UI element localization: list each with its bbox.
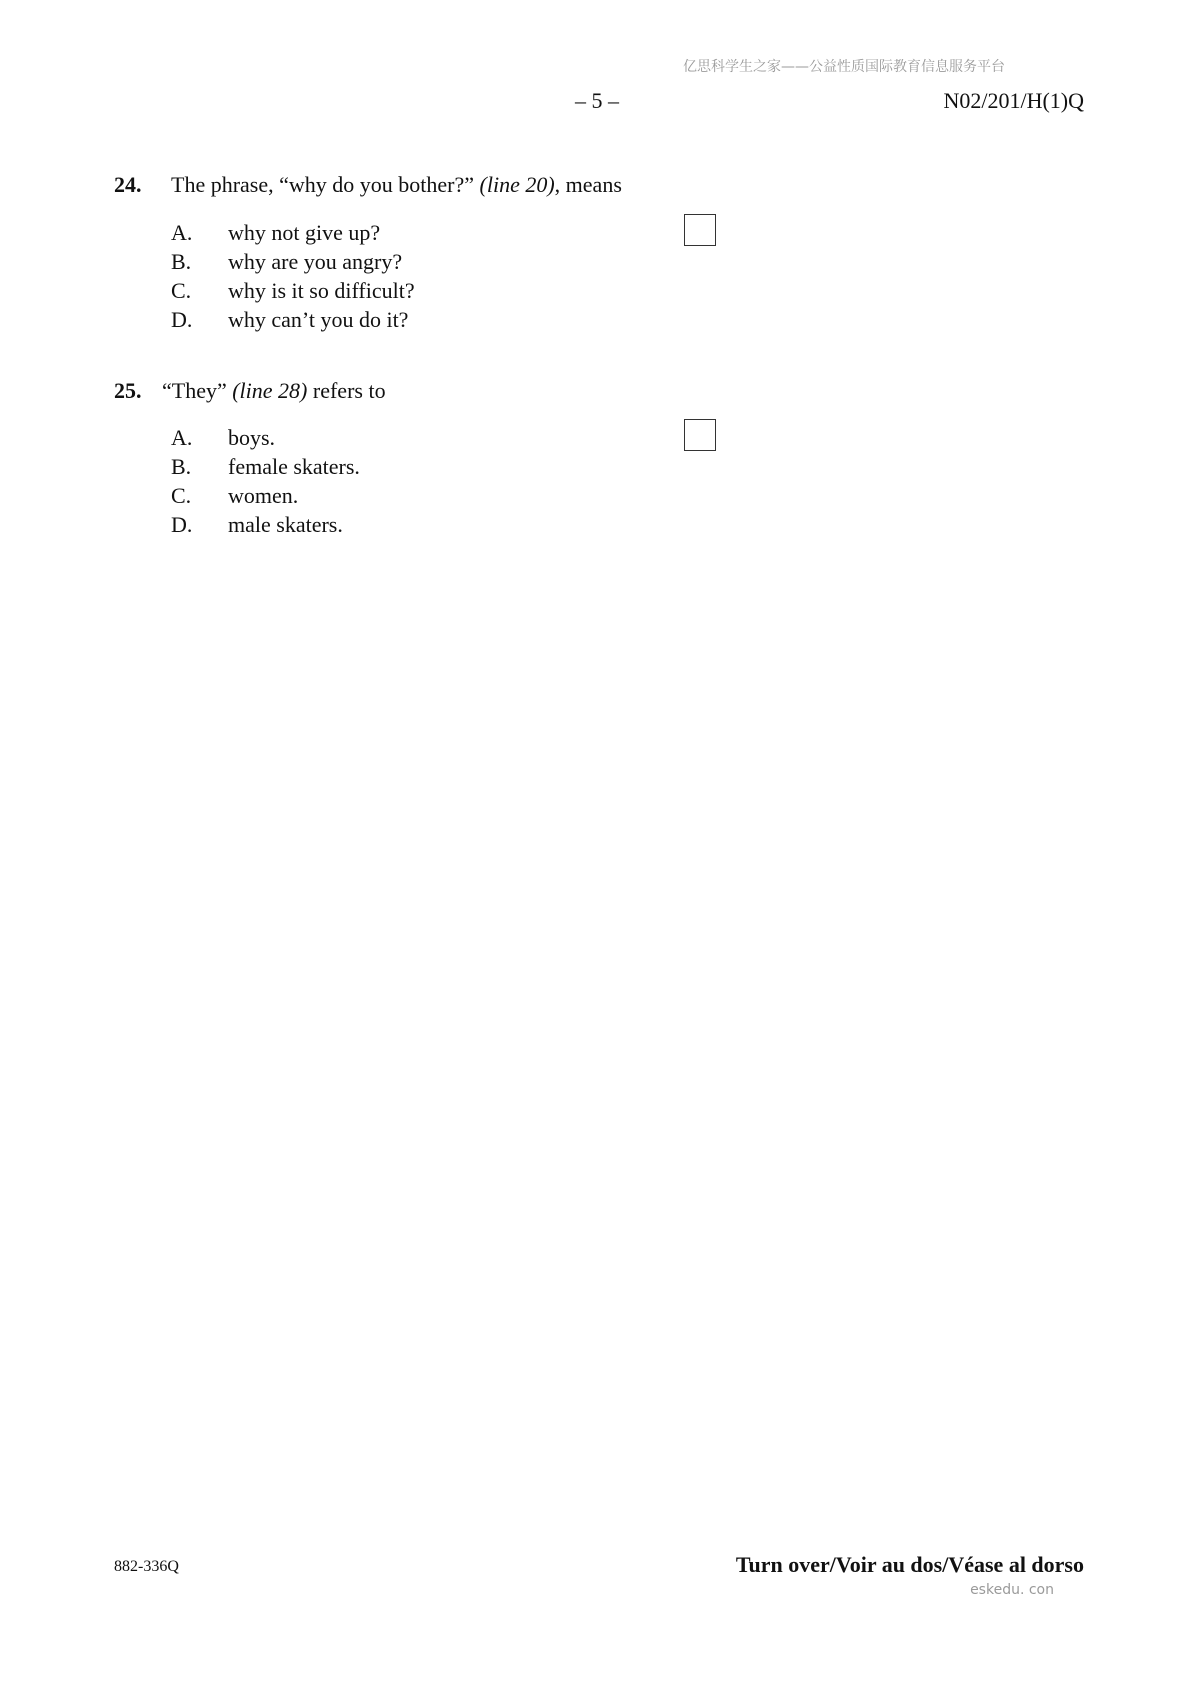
option-letter: B. <box>171 249 192 274</box>
watermark-top: 亿思科学生之家——公益性质国际教育信息服务平台 <box>683 59 1005 75</box>
paper-code: N02/201/H(1)Q <box>943 88 1084 113</box>
question-stem <box>162 378 386 404</box>
option-letter: C. <box>171 278 192 303</box>
option-d <box>171 307 571 333</box>
option-text: female skaters. <box>228 454 360 479</box>
question-number: 24. <box>114 172 142 197</box>
option-c <box>171 278 571 304</box>
option-letter: D. <box>171 307 193 332</box>
line-reference: (line 20) <box>479 172 555 197</box>
option-letter: B. <box>171 454 192 479</box>
option-text: male skaters. <box>228 512 343 537</box>
option-text: why can’t you do it? <box>228 307 409 332</box>
stem-text-end: refers to <box>307 378 386 403</box>
line-reference: (line 28) <box>232 378 308 403</box>
option-letter: A. <box>171 220 193 245</box>
option-letter: D. <box>171 512 193 537</box>
answer-box[interactable] <box>684 419 716 451</box>
question-number: 25. <box>114 378 142 403</box>
option-d <box>171 512 571 538</box>
answer-box[interactable] <box>684 214 716 246</box>
stem-text-end: , means <box>554 172 622 197</box>
option-text: why not give up? <box>228 220 381 245</box>
option-b <box>171 249 571 275</box>
paper-reference-code: 882-336Q <box>114 1558 179 1575</box>
option-letter: A. <box>171 425 193 450</box>
turn-over-notice: Turn over/Voir au dos/Véase al dorso <box>735 1552 1084 1577</box>
option-b <box>171 454 571 480</box>
option-text: women. <box>228 483 299 508</box>
watermark-bottom: eskedu. con <box>970 1582 1054 1598</box>
page-number: – 5 – <box>575 88 619 113</box>
option-c <box>171 483 571 509</box>
stem-text: The phrase, “why do you bother?” <box>171 172 480 197</box>
option-a <box>171 220 571 246</box>
question-stem <box>171 172 622 198</box>
option-letter: C. <box>171 483 192 508</box>
option-text: boys. <box>228 425 276 450</box>
option-text: why is it so difficult? <box>228 278 415 303</box>
option-a <box>171 425 571 451</box>
stem-text: “They” <box>162 378 233 403</box>
option-text: why are you angry? <box>228 249 403 274</box>
